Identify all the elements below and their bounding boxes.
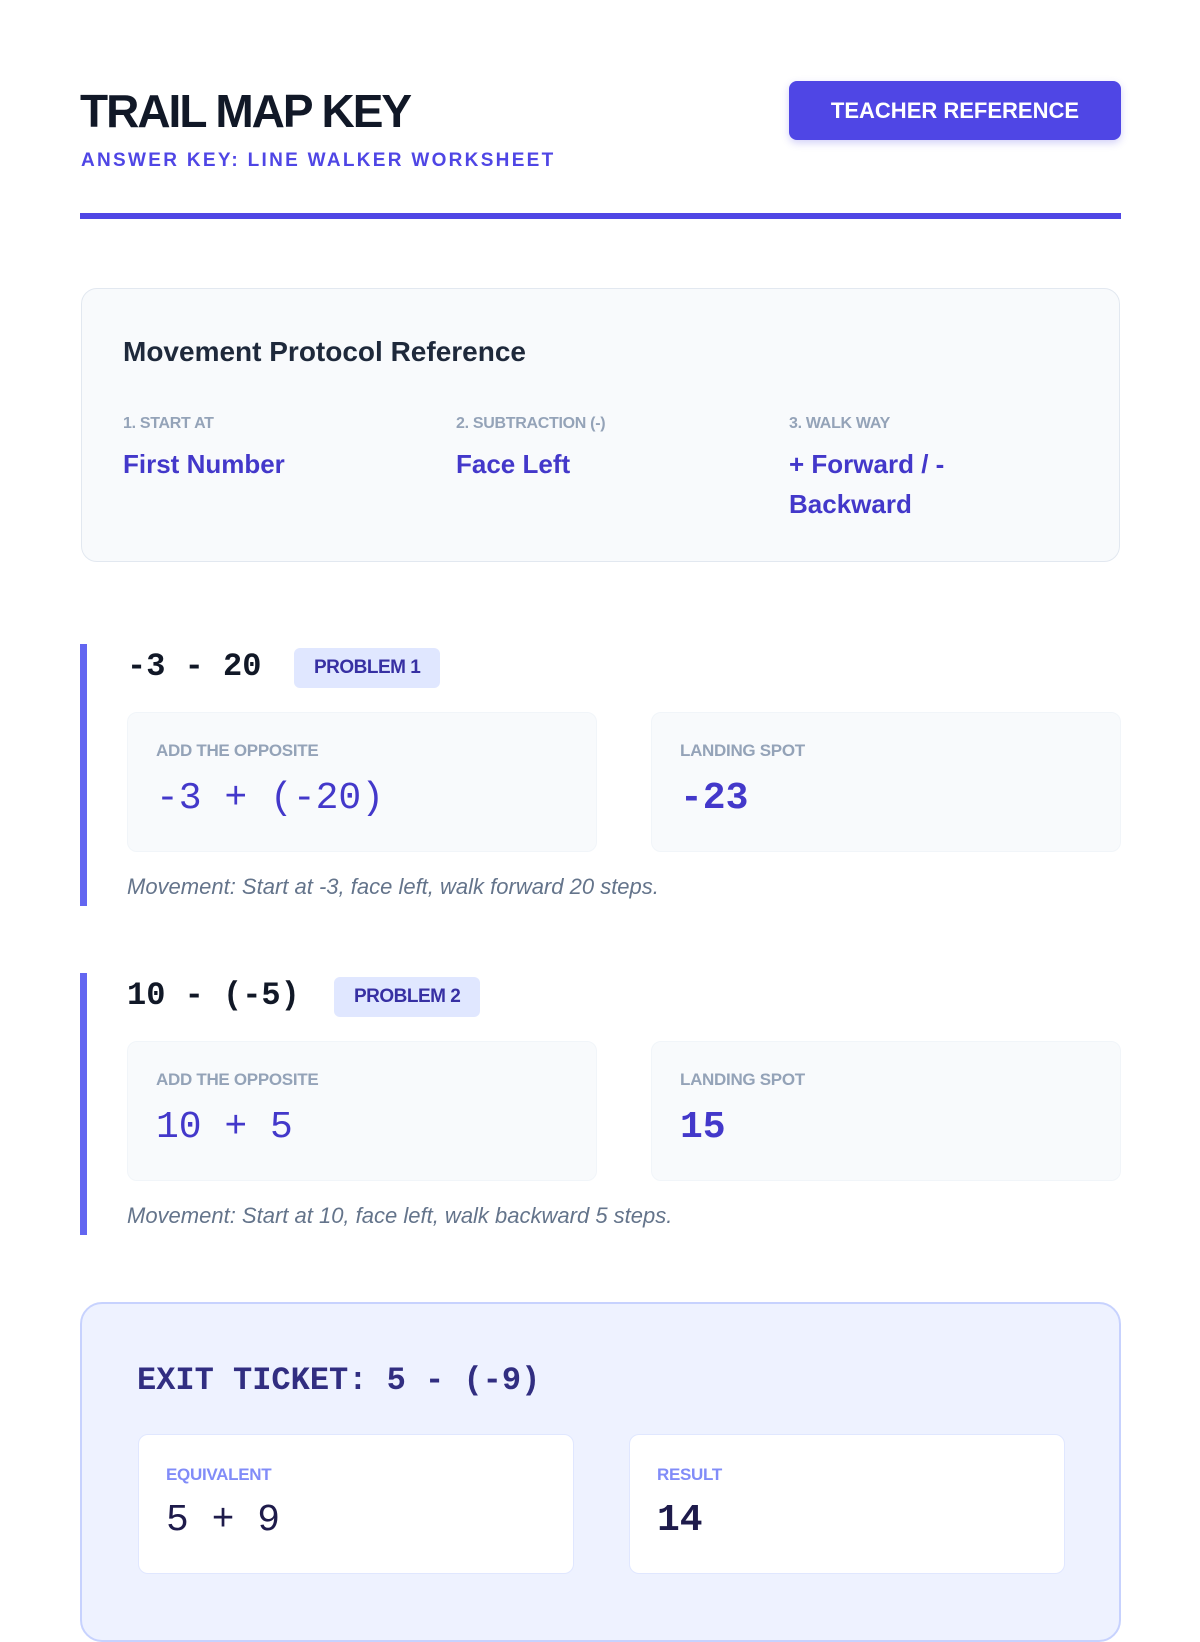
equivalent-value: 5 + 9 (166, 1499, 281, 1542)
add-opposite-value: -3 + (-20) (156, 777, 385, 820)
problem-badge: PROBLEM 1 (294, 648, 440, 688)
protocol-step-value: Face Left (456, 449, 571, 479)
equivalent-box (138, 1434, 574, 1574)
add-opposite-label: ADD THE OPPOSITE (156, 741, 319, 760)
result-value: 14 (657, 1499, 703, 1542)
protocol-step-value: First Number (123, 449, 285, 479)
protocol-step-start (123, 415, 413, 484)
landing-spot-label: LANDING SPOT (680, 741, 805, 760)
movement-protocol-card (81, 288, 1120, 562)
add-opposite-label: ADD THE OPPOSITE (156, 1070, 319, 1089)
result-box (629, 1434, 1065, 1574)
protocol-step-label: 1. START AT (123, 415, 214, 432)
add-opposite-value: 10 + 5 (156, 1106, 293, 1149)
protocol-step-label: 3. WALK WAY (789, 415, 891, 432)
add-opposite-box (127, 712, 597, 852)
protocol-step-label: 2. SUBTRACTION (-) (456, 415, 606, 432)
header-divider (80, 213, 1121, 219)
result-label: RESULT (657, 1465, 722, 1484)
teacher-reference-button[interactable]: TEACHER REFERENCE (789, 81, 1121, 140)
landing-spot-box (651, 712, 1121, 852)
problem-equation: 10 - (-5) (127, 977, 300, 1014)
protocol-title: Movement Protocol Reference (123, 336, 526, 367)
add-opposite-box (127, 1041, 597, 1181)
exit-ticket-card (80, 1302, 1121, 1642)
protocol-step-subtraction (456, 415, 746, 484)
movement-note: Movement: Start at 10, face left, walk backward 5 steps. (127, 1203, 673, 1228)
exit-ticket-title: EXIT TICKET: 5 - (-9) (137, 1362, 541, 1399)
problem-1 (80, 644, 1121, 906)
landing-spot-value: -23 (680, 777, 749, 820)
page-subtitle: ANSWER KEY: LINE WALKER WORKSHEET (81, 150, 556, 171)
movement-note: Movement: Start at -3, face left, walk forward 20 steps. (127, 874, 659, 899)
landing-spot-box (651, 1041, 1121, 1181)
landing-spot-label: LANDING SPOT (680, 1070, 805, 1089)
problem-equation: -3 - 20 (127, 648, 262, 685)
protocol-step-walk-way (789, 415, 989, 524)
protocol-step-value: + Forward / - Backward (789, 449, 945, 519)
landing-spot-value: 15 (680, 1106, 726, 1149)
equivalent-label: EQUIVALENT (166, 1465, 272, 1484)
problem-2 (80, 973, 1121, 1235)
page-title: TRAIL MAP KEY (80, 85, 411, 137)
problem-badge: PROBLEM 2 (334, 977, 480, 1017)
